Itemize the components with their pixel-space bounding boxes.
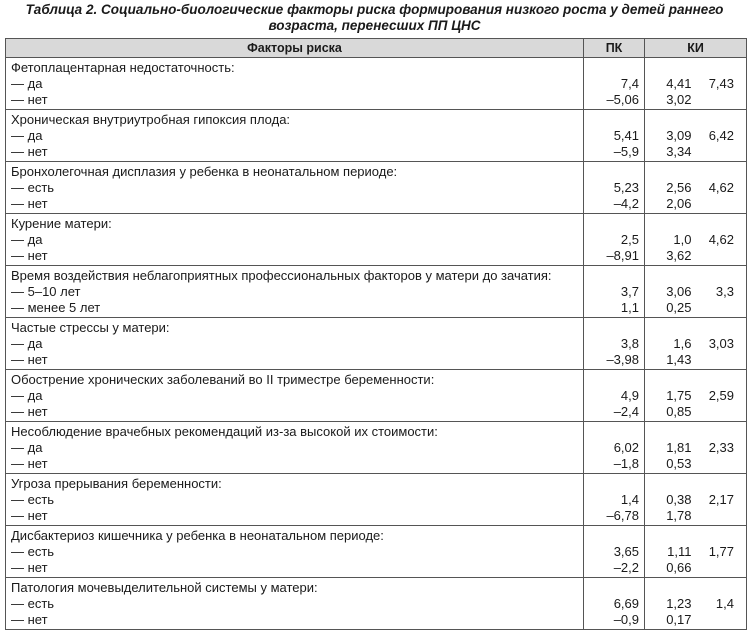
factor-option: — да bbox=[11, 388, 43, 403]
factor-title: Частые стрессы у матери: bbox=[11, 320, 170, 335]
table-row bbox=[6, 58, 747, 110]
factor-title: Несоблюдение врачебных рекомендаций из-за высокой их стоимости: bbox=[11, 424, 438, 439]
factor-option: — да bbox=[11, 336, 43, 351]
table-row bbox=[6, 318, 747, 370]
ki-total-cell: 1,77 bbox=[697, 526, 747, 578]
table-row bbox=[6, 162, 747, 214]
pk-value: 3,7 bbox=[620, 284, 639, 299]
pk-value: –5,06 bbox=[606, 92, 639, 107]
factor-title: Угроза прерывания беременности: bbox=[11, 476, 222, 491]
pk-cell bbox=[584, 110, 645, 162]
factor-option: — нет bbox=[11, 508, 48, 523]
factor-option: — есть bbox=[11, 596, 55, 611]
pk-value: –0,9 bbox=[613, 612, 639, 627]
header-factors: Факторы риска bbox=[6, 39, 584, 58]
pk-value: –3,98 bbox=[606, 352, 639, 367]
ki-total-cell: 2,17 bbox=[697, 474, 747, 526]
table-row bbox=[6, 110, 747, 162]
factor-option: — есть bbox=[11, 492, 55, 507]
header-ki: КИ bbox=[645, 39, 747, 58]
factor-title: Фетоплацентарная недостаточность: bbox=[11, 60, 235, 75]
ki-value: 3,06 bbox=[666, 284, 692, 299]
ki-value: 1,23 bbox=[666, 596, 692, 611]
pk-cell bbox=[584, 578, 645, 630]
ki-value: 2,06 bbox=[666, 196, 692, 211]
table-row bbox=[6, 370, 747, 422]
ki-value: 0,17 bbox=[666, 612, 692, 627]
factor-option: — нет bbox=[11, 196, 48, 211]
header-pk: ПК bbox=[584, 39, 645, 58]
table-row bbox=[6, 214, 747, 266]
ki-total-cell: 1,4 bbox=[697, 578, 747, 630]
table-row bbox=[6, 526, 747, 578]
factor-option: — да bbox=[11, 440, 43, 455]
ki-cell bbox=[645, 370, 697, 422]
factor-cell bbox=[6, 526, 584, 578]
table-row bbox=[6, 474, 747, 526]
ki-cell bbox=[645, 526, 697, 578]
pk-value: 1,1 bbox=[620, 300, 639, 315]
ki-value: 0,85 bbox=[666, 404, 692, 419]
pk-value: 5,41 bbox=[613, 128, 639, 143]
ki-total-cell: 7,43 bbox=[697, 58, 747, 110]
factor-option: — менее 5 лет bbox=[11, 300, 101, 315]
ki-total-cell: 4,62 bbox=[697, 162, 747, 214]
ki-value: 3,02 bbox=[666, 92, 692, 107]
factor-cell bbox=[6, 578, 584, 630]
factor-cell bbox=[6, 266, 584, 318]
factor-cell bbox=[6, 162, 584, 214]
ki-total-cell: 2,59 bbox=[697, 370, 747, 422]
pk-value: –8,91 bbox=[606, 248, 639, 263]
ki-value: 0,53 bbox=[666, 456, 692, 471]
pk-value: –4,2 bbox=[613, 196, 639, 211]
ki-cell bbox=[645, 214, 697, 266]
ki-total-cell: 3,3 bbox=[697, 266, 747, 318]
factor-cell bbox=[6, 474, 584, 526]
factor-cell bbox=[6, 318, 584, 370]
factor-cell bbox=[6, 370, 584, 422]
factor-title: Курение матери: bbox=[11, 216, 112, 231]
pk-value: 1,4 bbox=[620, 492, 639, 507]
table-row bbox=[6, 266, 747, 318]
pk-cell bbox=[584, 526, 645, 578]
factor-option: — да bbox=[11, 76, 43, 91]
ki-value: 1,11 bbox=[667, 544, 692, 559]
factor-option: — нет bbox=[11, 612, 48, 627]
pk-value: 6,69 bbox=[613, 596, 639, 611]
factor-option: — нет bbox=[11, 352, 48, 367]
caption-line-2: возраста, перенесших ПП ЦНС bbox=[268, 17, 481, 33]
pk-value: 7,4 bbox=[620, 76, 639, 91]
factor-title: Бронхолегочная дисплазия у ребенка в неонатальном периоде: bbox=[11, 164, 398, 179]
ki-value: 3,09 bbox=[666, 128, 692, 143]
factor-option: — да bbox=[11, 128, 43, 143]
factor-option: — 5–10 лет bbox=[11, 284, 81, 299]
factor-option: — нет bbox=[11, 248, 48, 263]
pk-value: 3,8 bbox=[620, 336, 639, 351]
ki-cell bbox=[645, 422, 697, 474]
ki-value: 1,43 bbox=[666, 352, 692, 367]
factor-title: Хроническая внутриутробная гипоксия плода: bbox=[11, 112, 291, 127]
pk-value: –2,2 bbox=[613, 560, 639, 575]
factor-cell bbox=[6, 58, 584, 110]
ki-total-cell: 2,33 bbox=[697, 422, 747, 474]
pk-value: 4,9 bbox=[620, 388, 639, 403]
ki-value: 3,62 bbox=[666, 248, 692, 263]
table-row bbox=[6, 422, 747, 474]
ki-value: 4,41 bbox=[666, 76, 692, 91]
ki-total-cell: 6,42 bbox=[697, 110, 747, 162]
caption-line-1: Таблица 2. Социально-биологические факторы риска формирования низкого роста у детей раннего bbox=[25, 2, 724, 17]
pk-value: 5,23 bbox=[613, 180, 639, 195]
ki-value: 1,78 bbox=[666, 508, 692, 523]
pk-value: –6,78 bbox=[606, 508, 639, 523]
factor-title: Дисбактериоз кишечника у ребенка в неонатальном периоде: bbox=[11, 528, 384, 543]
ki-total-cell: 4,62 bbox=[697, 214, 747, 266]
header-row bbox=[6, 39, 747, 58]
ki-cell bbox=[645, 578, 697, 630]
pk-value: –5,9 bbox=[613, 144, 639, 159]
factor-option: — есть bbox=[11, 544, 55, 559]
pk-cell bbox=[584, 422, 645, 474]
factor-option: — нет bbox=[11, 92, 48, 107]
pk-cell bbox=[584, 266, 645, 318]
ki-cell bbox=[645, 162, 697, 214]
pk-value: 3,65 bbox=[613, 544, 639, 559]
ki-value: 3,34 bbox=[666, 144, 692, 159]
ki-total-cell: 3,03 bbox=[697, 318, 747, 370]
factor-title: Обострение хронических заболеваний во II триместре беременности: bbox=[11, 372, 435, 387]
ki-cell bbox=[645, 110, 697, 162]
factor-title: Время воздействия неблагоприятных профессиональных факторов у матери до зачатия: bbox=[11, 268, 552, 283]
pk-value: –1,8 bbox=[613, 456, 639, 471]
pk-cell bbox=[584, 318, 645, 370]
pk-cell bbox=[584, 162, 645, 214]
ki-value: 1,81 bbox=[666, 440, 692, 455]
ki-cell bbox=[645, 58, 697, 110]
table-row bbox=[6, 578, 747, 630]
ki-value: 0,38 bbox=[666, 492, 692, 507]
ki-value: 0,25 bbox=[666, 300, 692, 315]
pk-cell bbox=[584, 214, 645, 266]
pk-cell bbox=[584, 474, 645, 526]
factor-option: — нет bbox=[11, 456, 48, 471]
factor-cell bbox=[6, 110, 584, 162]
pk-cell bbox=[584, 58, 645, 110]
ki-value: 1,0 bbox=[673, 232, 692, 247]
pk-value: 2,5 bbox=[620, 232, 639, 247]
ki-value: 0,66 bbox=[666, 560, 692, 575]
ki-value: 1,75 bbox=[666, 388, 692, 403]
pk-value: –2,4 bbox=[613, 404, 639, 419]
risk-factors-table bbox=[5, 38, 747, 630]
table-caption bbox=[0, 2, 749, 33]
factor-option: — есть bbox=[11, 180, 55, 195]
ki-cell bbox=[645, 266, 697, 318]
factor-option: — нет bbox=[11, 560, 48, 575]
factor-option: — да bbox=[11, 232, 43, 247]
ki-cell bbox=[645, 474, 697, 526]
factor-cell bbox=[6, 214, 584, 266]
pk-value: 6,02 bbox=[613, 440, 639, 455]
ki-value: 2,56 bbox=[666, 180, 692, 195]
factor-cell bbox=[6, 422, 584, 474]
ki-value: 1,6 bbox=[673, 336, 692, 351]
factor-title: Патология мочевыделительной системы у матери: bbox=[11, 580, 318, 595]
factor-option: — нет bbox=[11, 404, 48, 419]
pk-cell bbox=[584, 370, 645, 422]
factor-option: — нет bbox=[11, 144, 48, 159]
table-body bbox=[6, 58, 747, 630]
ki-cell bbox=[645, 318, 697, 370]
